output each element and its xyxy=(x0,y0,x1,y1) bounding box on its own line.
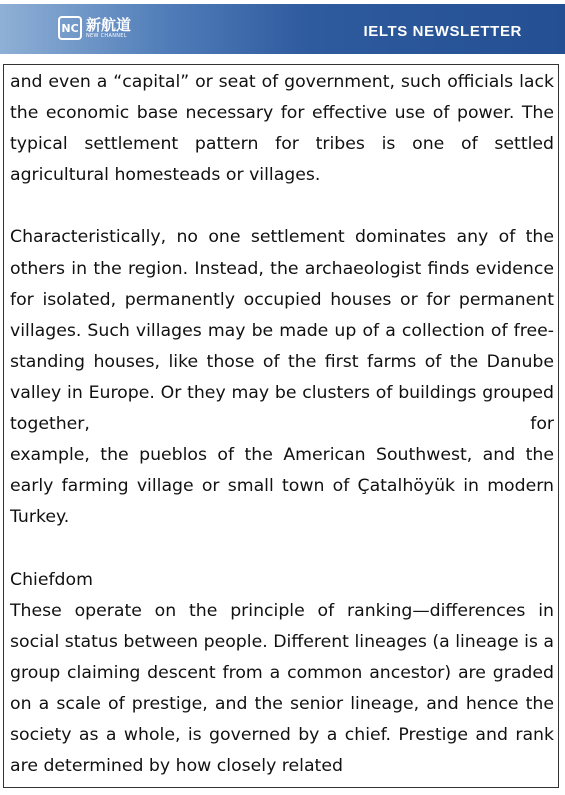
paragraph-settlement-examples: example, the pueblos of the American Southwest, and the early farming village or small town of Çatalhöyük in modern Turkey. xyxy=(10,445,554,528)
logo-badge-icon: NC xyxy=(58,16,82,40)
logo-chinese-name: 新航道 xyxy=(86,15,132,34)
logo-text xyxy=(86,15,132,39)
paragraph-tribes-settlement: and even a “capital” or seat of government, such officials lack the economic base necessary for effective use of power. The typical settlement pattern for tribes is one of settled agricultural homesteads or villages. xyxy=(10,72,554,186)
section-heading-chiefdom: Chiefdom xyxy=(10,569,93,590)
paragraph-chiefdom-ranking: These operate on the principle of ranking—differences in social status between people. Different lineages (a lineage is a group claiming descent from a common ancestor) are graded on a scale of prestige, and the senior lineage, and hence the society as a whole, is governed by a chief. Prestige and rank are determined by how closely related xyxy=(10,600,554,777)
header xyxy=(0,0,565,55)
paragraph-gap xyxy=(10,191,554,222)
logo-english-name: NEW CHANNEL xyxy=(86,32,127,39)
article-frame xyxy=(3,64,559,788)
article-body xyxy=(4,65,558,782)
new-channel-logo xyxy=(58,16,131,40)
paragraph-settlement-pattern: Characteristically, no one settlement dominates any of the others in the region. Instead, the archaeologist finds evidence for isolated, permanently occupied houses or for permanent villages. Such villages may be made up of a collection of free-standing houses, like those of the first farms of the Danube valley in Europe. Or they may be clusters of buildings grouped together, for xyxy=(10,227,554,435)
newsletter-title: IELTS NEWSLETTER xyxy=(363,23,522,40)
paragraph-gap xyxy=(10,533,554,564)
header-banner xyxy=(0,4,565,54)
